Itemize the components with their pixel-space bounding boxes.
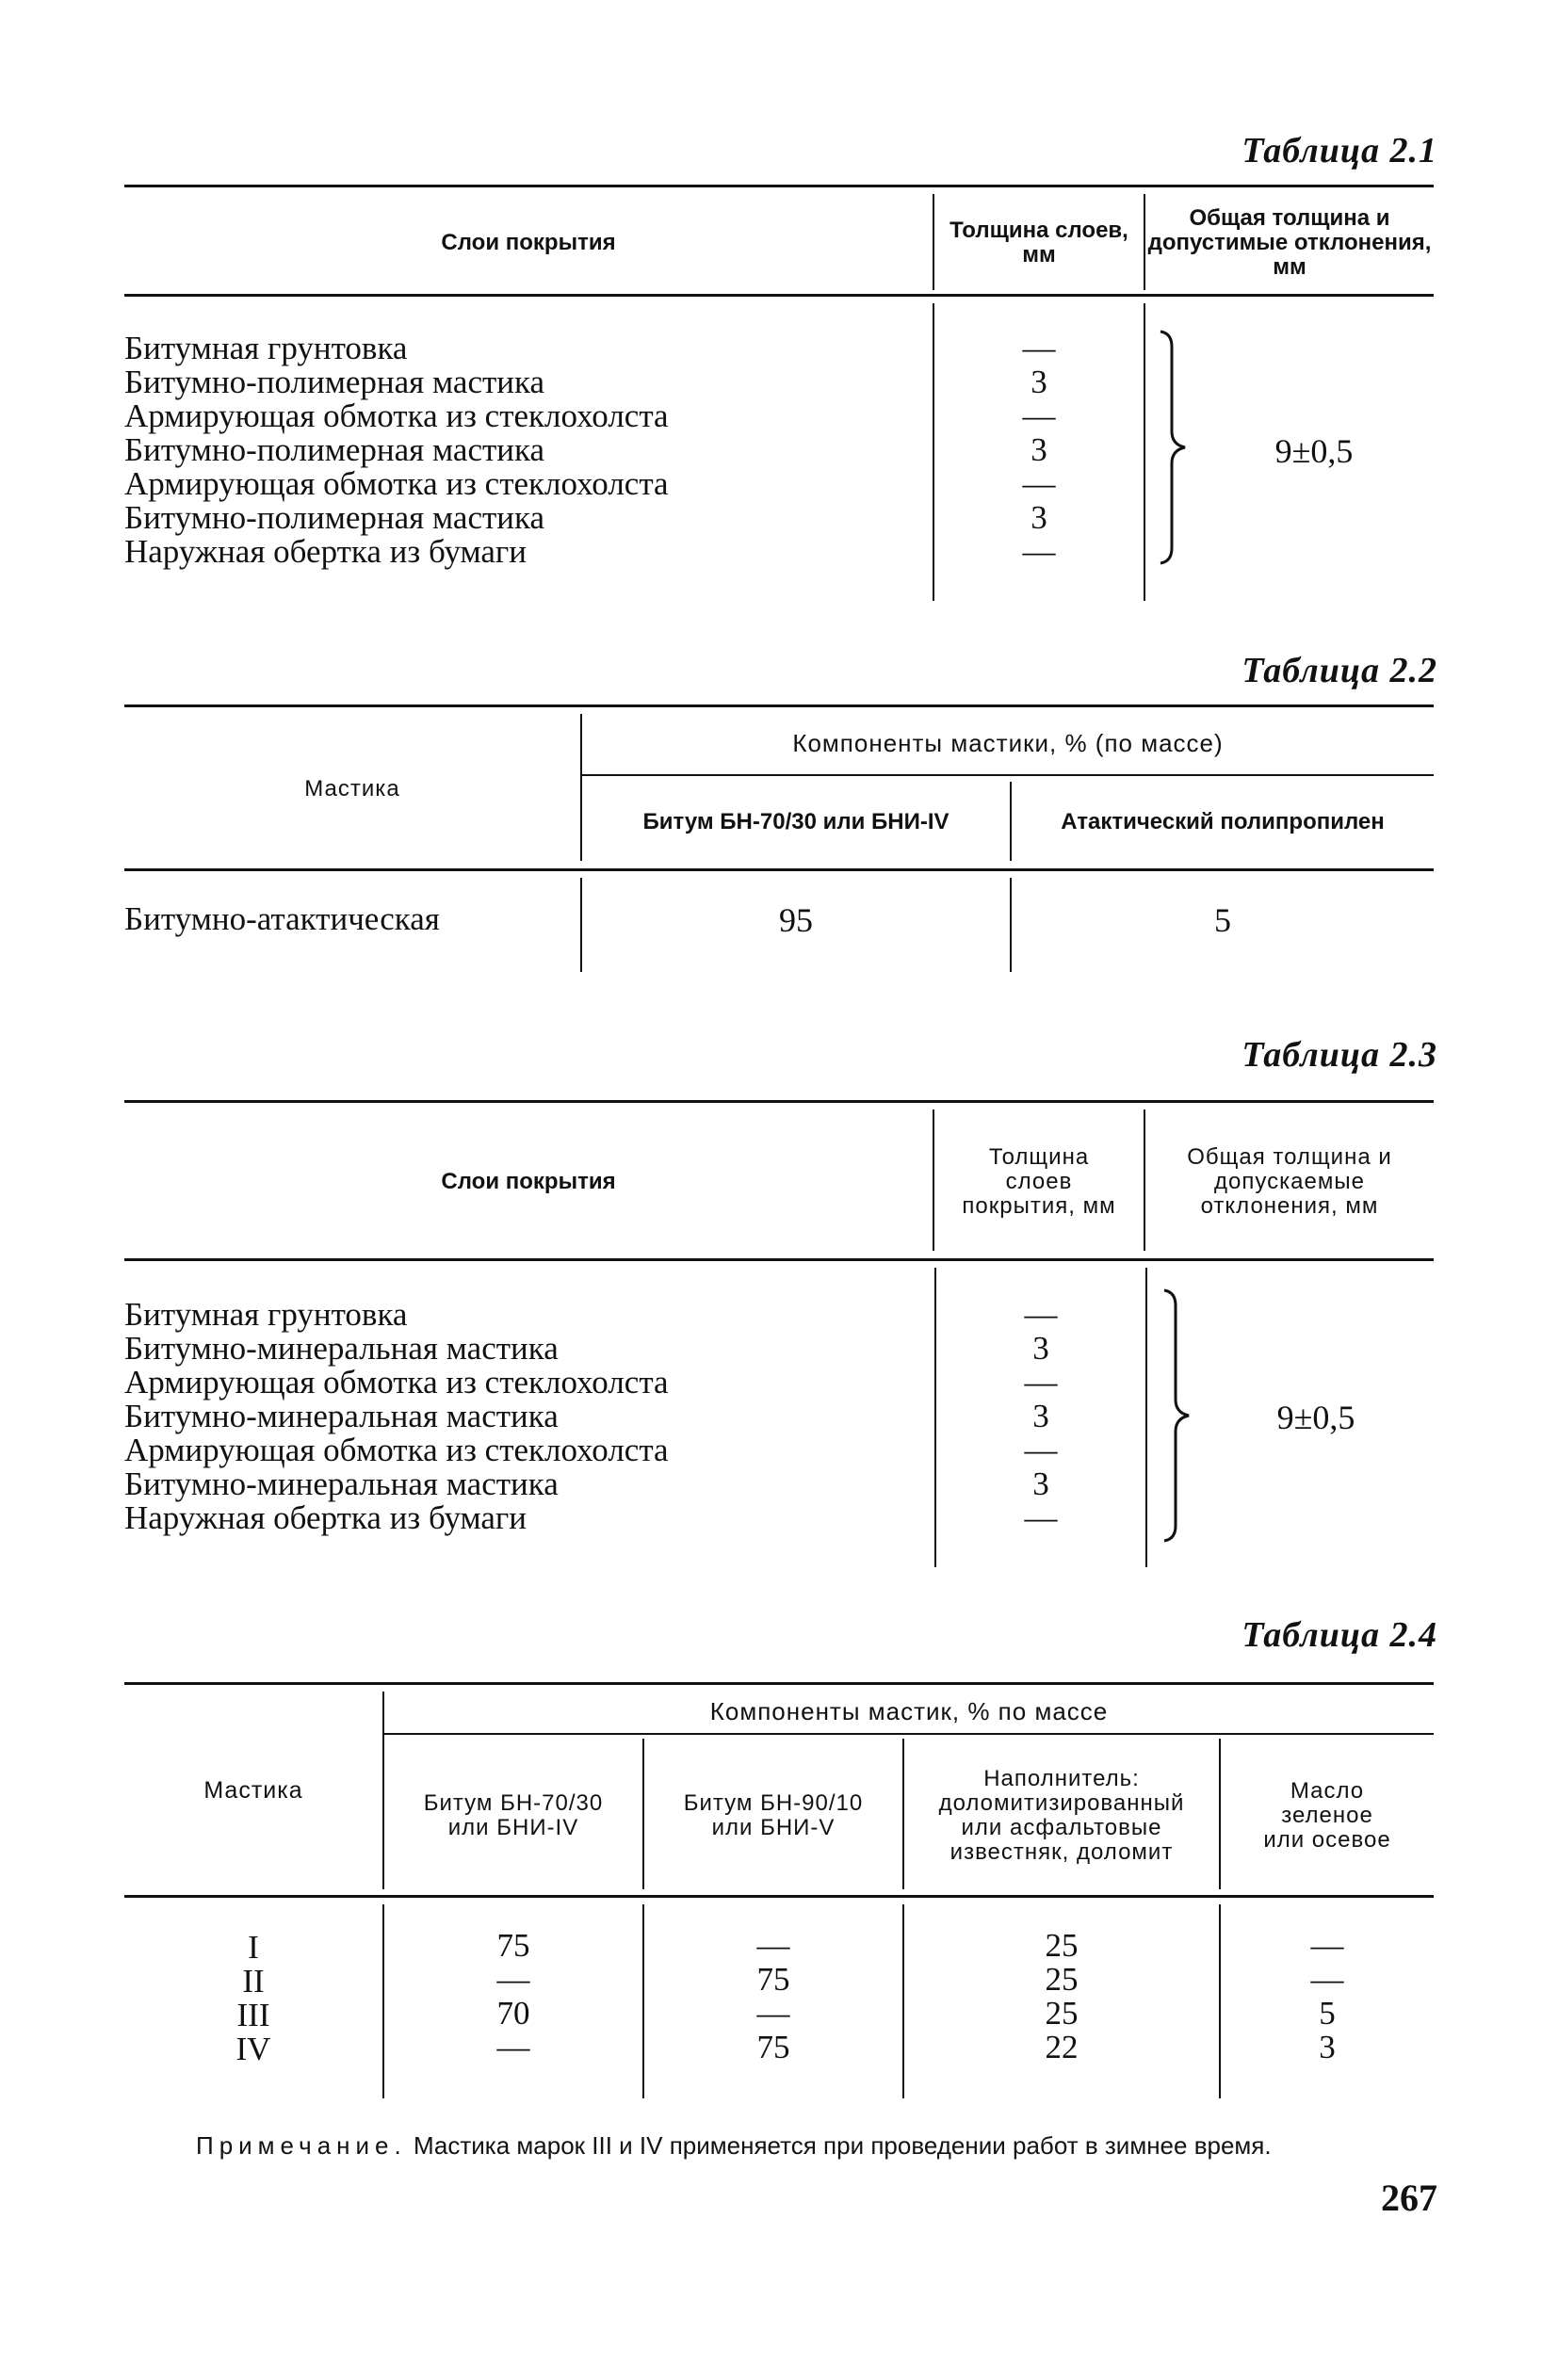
layer-row: Битумно-полимерная мастика xyxy=(124,364,545,400)
table-2-4-subheader-rule xyxy=(382,1733,1434,1735)
table-2-1-layer-list xyxy=(124,332,669,569)
layer-row: Наружная обертка из бумаги xyxy=(124,1499,527,1536)
table-2-1-brace xyxy=(1157,330,1194,565)
table-2-3-header-total: Общая толщина и допускаемые отклонения, мм xyxy=(1187,1144,1392,1219)
table-2-4-col1-list xyxy=(384,1929,642,2064)
value-cell: 75 xyxy=(756,1961,790,1998)
table-2-3-top-rule xyxy=(124,1100,1434,1103)
table-2-1-header-layers: Слои покрытия xyxy=(441,230,616,255)
table-2-4-top-rule xyxy=(124,1682,1434,1685)
table-2-1-thickness-list xyxy=(934,332,1144,569)
thickness-cell: 3 xyxy=(1032,1465,1049,1502)
table-2-2-polypropylene-value: 5 xyxy=(1214,901,1231,939)
table-2-2-header-bitumen: Битум БН-70/30 или БНИ-IV xyxy=(642,809,949,834)
table-2-2-header-polypropylene: Атактический полипропилен xyxy=(1061,809,1385,834)
layer-row: Битумно-полимерная мастика xyxy=(124,499,545,536)
table-note xyxy=(196,2131,1439,2160)
table-2-3-header-layers: Слои покрытия xyxy=(441,1169,616,1194)
value-cell: — xyxy=(496,1961,530,1998)
table-2-1-header-total: Общая толщина и допустимые отклонения, мм xyxy=(1147,205,1432,280)
value-cell: 25 xyxy=(1045,1961,1079,1998)
table-2-3-header-rule xyxy=(124,1258,1434,1261)
layer-row: Наружная обертка из бумаги xyxy=(124,533,527,570)
table-2-3-brace xyxy=(1160,1288,1198,1543)
table-2-1-total-value: 9±0,5 xyxy=(1274,432,1354,470)
table-2-4-mark-list xyxy=(124,1931,382,2066)
layer-row: Битумно-минеральная мастика xyxy=(124,1398,559,1434)
value-cell: 70 xyxy=(496,1995,530,2032)
table-2-2-row-name xyxy=(124,902,440,936)
table-2-2-top-rule xyxy=(124,704,1434,707)
table-2-3-caption: Таблица 2.3 xyxy=(1242,1035,1437,1075)
value-cell: — xyxy=(1310,1927,1344,1964)
value-cell: 25 xyxy=(1045,1927,1079,1964)
layer-row: Битумная грунтовка xyxy=(124,1296,408,1333)
table-2-3-thickness-list xyxy=(936,1298,1145,1535)
layer-row: Битумно-полимерная мастика xyxy=(124,431,545,468)
value-cell: 22 xyxy=(1045,2029,1079,2065)
table-2-2-bitumen-value: 95 xyxy=(779,901,813,939)
table-2-3-header-thickness: Толщина слоев покрытия, мм xyxy=(962,1144,1116,1219)
table-2-4-header-col3: Наполнитель: доломитизированный или асфальтовые известняк, доломит xyxy=(938,1766,1185,1865)
value-cell: — xyxy=(1310,1961,1344,1998)
thickness-cell: — xyxy=(1022,465,1056,502)
value-cell: — xyxy=(496,2029,530,2065)
mark-cell: II xyxy=(242,1963,265,2000)
thickness-cell: 3 xyxy=(1031,431,1047,468)
table-2-4-header-col1: Битум БН-70/30 или БНИ-IV xyxy=(423,1790,604,1840)
table-2-2-subheader-rule xyxy=(580,774,1434,776)
table-2-2-header-components: Компоненты мастики, % (по массе) xyxy=(792,729,1224,757)
table-2-2-caption: Таблица 2.2 xyxy=(1242,651,1437,690)
note-text: Мастика марок III и IV применяется при проведении работ в зимнее время. xyxy=(413,2131,1272,2160)
table-2-4-caption: Таблица 2.4 xyxy=(1242,1615,1437,1655)
mark-cell: IV xyxy=(235,2031,271,2067)
table-2-4-col4-list xyxy=(1221,1929,1434,2064)
value-cell: — xyxy=(756,1927,790,1964)
page-number: 267 xyxy=(1381,2177,1437,2219)
layer-row: Армирующая обмотка из стеклохолста xyxy=(124,1364,669,1400)
value-cell: 25 xyxy=(1045,1995,1079,2032)
table-2-1-top-rule xyxy=(124,185,1434,187)
table-2-4-col3-list xyxy=(904,1929,1219,2064)
table-2-4-header-mastic: Мастика xyxy=(203,1777,303,1804)
value-cell: 75 xyxy=(496,1927,530,1964)
layer-row: Армирующая обмотка из стеклохолста xyxy=(124,397,669,434)
table-2-3-total-value: 9±0,5 xyxy=(1276,1399,1355,1436)
value-cell: 75 xyxy=(756,2029,790,2065)
table-2-4-header-col2: Битум БН-90/10 или БНИ-V xyxy=(683,1790,864,1840)
value-cell: 3 xyxy=(1319,2029,1336,2065)
thickness-cell: — xyxy=(1024,1432,1058,1468)
table-2-4-header-components: Компоненты мастик, % по массе xyxy=(709,1697,1109,1725)
mark-cell: I xyxy=(248,1929,259,1966)
table-2-1-divider xyxy=(1144,303,1145,601)
table-2-1-caption: Таблица 2.1 xyxy=(1242,131,1437,170)
table-2-3-layer-list xyxy=(124,1298,669,1535)
layer-row: Армирующая обмотка из стеклохолста xyxy=(124,465,669,502)
thickness-cell: — xyxy=(1022,330,1056,366)
layer-row: Битумная грунтовка xyxy=(124,330,408,366)
table-2-1-header-thickness: Толщина слоев, мм xyxy=(949,218,1128,267)
table-2-4-header-col4: Масло зеленое или осевое xyxy=(1263,1778,1391,1853)
thickness-cell: — xyxy=(1022,533,1056,570)
value-cell: — xyxy=(756,1995,790,2032)
table-2-1-header-rule xyxy=(124,294,1434,297)
thickness-cell: 3 xyxy=(1031,364,1047,400)
layer-row: Армирующая обмотка из стеклохолста xyxy=(124,1432,669,1468)
thickness-cell: 3 xyxy=(1031,499,1047,536)
mastic-name-cell: Битумно-атактическая xyxy=(124,900,440,937)
value-cell: 5 xyxy=(1319,1995,1336,2032)
thickness-cell: — xyxy=(1022,397,1056,434)
table-2-4-header-rule xyxy=(124,1895,1434,1898)
thickness-cell: — xyxy=(1024,1296,1058,1333)
thickness-cell: 3 xyxy=(1032,1398,1049,1434)
layer-row: Битумно-минеральная мастика xyxy=(124,1465,559,1502)
note-label: Примечание. xyxy=(196,2131,407,2160)
layer-row: Битумно-минеральная мастика xyxy=(124,1330,559,1367)
thickness-cell: — xyxy=(1024,1364,1058,1400)
table-2-2-header-rule xyxy=(124,868,1434,871)
table-2-4-col2-list xyxy=(644,1929,902,2064)
table-2-3-divider xyxy=(1145,1268,1147,1567)
table-2-2-header-mastic: Мастика xyxy=(304,776,400,801)
thickness-cell: 3 xyxy=(1032,1330,1049,1367)
thickness-cell: — xyxy=(1024,1499,1058,1536)
mark-cell: III xyxy=(236,1997,270,2033)
